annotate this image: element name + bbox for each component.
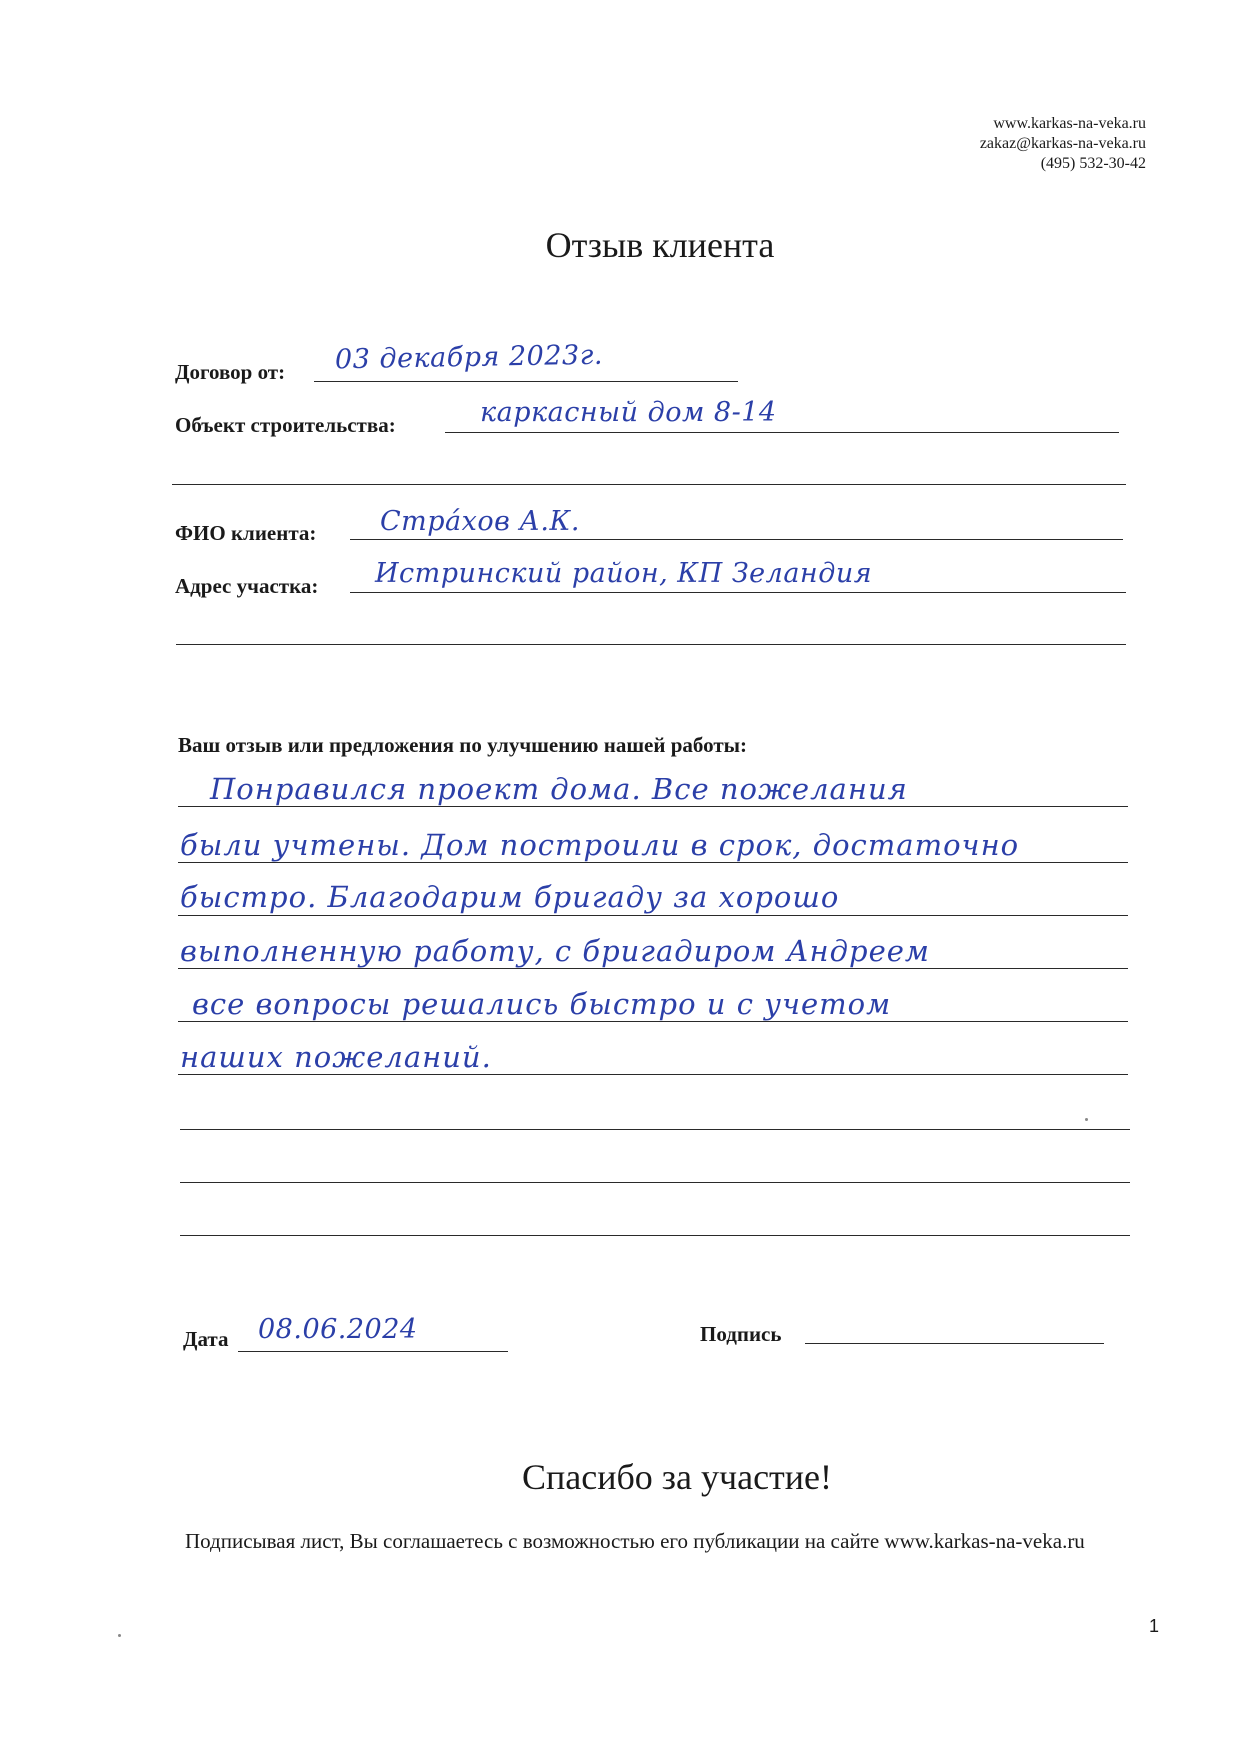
contract-line	[314, 381, 738, 382]
object-label: Объект строительства:	[175, 413, 396, 437]
review-line	[178, 968, 1128, 969]
review-line	[178, 915, 1128, 916]
client-handwritten: Стрáхов А.К.	[380, 506, 580, 537]
review-handwritten-line: были учтены. Дом построили в срок, достаточно	[180, 828, 1020, 862]
review-handwritten-line: выполненную работу, с бригадиром Андреем	[180, 934, 930, 968]
review-line	[180, 1129, 1130, 1130]
review-handwritten-line: наших пожеланий.	[180, 1040, 492, 1074]
client-line	[350, 539, 1123, 540]
address-label: Адрес участка:	[175, 574, 319, 598]
email-text: zakaz@karkas-na-veka.ru	[979, 135, 1146, 152]
client-label: ФИО клиента:	[175, 521, 317, 545]
review-line	[178, 1074, 1128, 1075]
scan-speck	[118, 1634, 121, 1637]
scan-speck	[1085, 1118, 1088, 1121]
address-line	[350, 592, 1126, 593]
review-line	[180, 1235, 1130, 1236]
date-label: Дата	[183, 1327, 229, 1351]
signature-label: Подпись	[700, 1322, 782, 1346]
website-text: www.karkas-na-veka.ru	[993, 115, 1146, 132]
consent-text: Подписывая лист, Вы соглашаетесь с возможностью его публикации на сайте www.karkas-na-veka.ru	[185, 1529, 1085, 1553]
page-title: Отзыв клиента	[545, 225, 775, 265]
date-line	[238, 1351, 508, 1352]
thanks-heading: Спасибо за участие!	[521, 1457, 833, 1497]
review-handwritten-line: Понравился проект дома. Все пожелания	[210, 772, 908, 806]
review-label: Ваш отзыв или предложения по улучшению нашей работы:	[178, 733, 748, 757]
review-handwritten-line: быстро. Благодарим бригаду за хорошо	[180, 880, 840, 914]
review-line	[178, 862, 1128, 863]
review-handwritten-line: все вопросы решались быстро и с учетом	[192, 987, 892, 1021]
object-line	[445, 432, 1119, 433]
review-line	[180, 1182, 1130, 1183]
contract-handwritten: 03 декабря 2023г.	[334, 339, 604, 376]
date-handwritten: 08.06.2024	[258, 1314, 418, 1345]
review-line	[178, 806, 1128, 807]
contact-block	[980, 114, 1146, 174]
object-handwritten: каркасный дом 8-14	[480, 397, 777, 428]
signature-line	[805, 1343, 1104, 1344]
address-handwritten: Истринский район, КП Зеландия	[375, 558, 873, 589]
contract-label: Договор от:	[175, 360, 286, 384]
review-line	[178, 1021, 1128, 1022]
page-number: 1	[1148, 1616, 1159, 1636]
object-extra-line	[172, 484, 1126, 485]
phone-text: (495) 532-30-42	[1040, 155, 1146, 172]
address-extra-line	[176, 644, 1126, 645]
